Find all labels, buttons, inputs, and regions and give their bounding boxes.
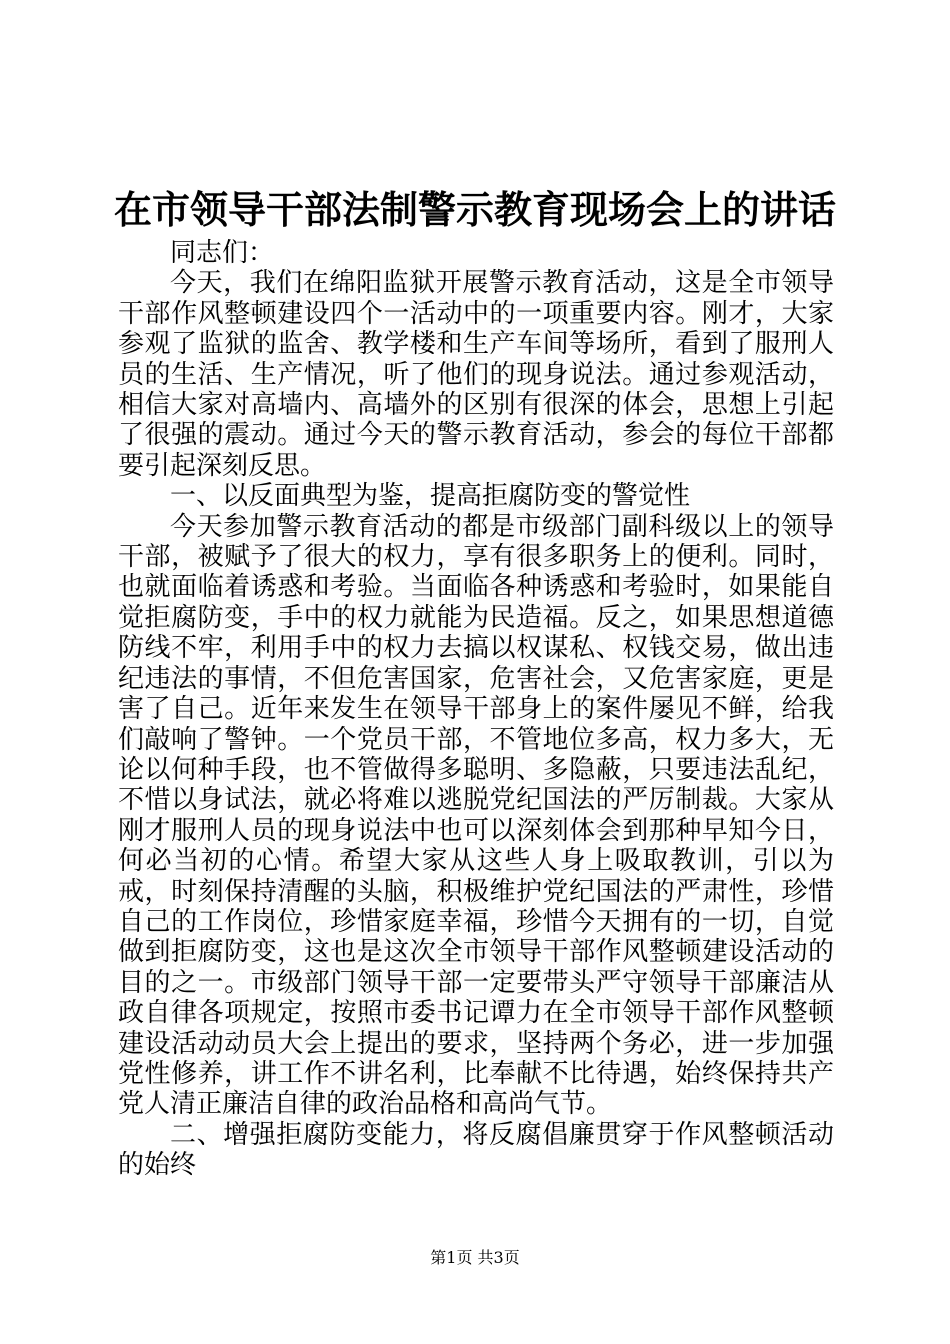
paragraph-section-1: 今天参加警示教育活动的都是市级部门副科级以上的领导干部，被赋予了很大的权力，享有很多职务上的便利。同时，也就面临着诱惑和考验。当面临各种诱惑和考验时，如果能自觉拒腐防变，手中的权力就能为民造福。反之，如果思想道德防线不牢，利用手中的权力去搞以权谋私、权钱交易，做出违纪违法的事情，不但危害国家，危害社会，又危害家庭，更是害了自己。近年来发生在领导干部身上的案件屡见不鲜，给我们敲响了警钟。一个党员干部，不管地位多高，权力多大，无论以何种手段，也不管做得多聪明、多隐蔽，只要违法乱纪，不惜以身试法，就必将难以逃脱党纪国法的严厉制裁。大家从刚才服刑人员的现身说法中也可以深刻体会到那种早知今日，何必当初的心情。希望大家从这些人身上吸取教训，引以为戒，时刻保持清醒的头脑，积极维护党纪国法的严肃性，珍惜自己的工作岗位，珍惜家庭幸福，珍惜今天拥有的一切，自觉做到拒腐防变，这也是这次全市领导干部作风整顿建设活动的目的之一。市级部门领导干部一定要带头严守领导干部廉洁从政自律各项规定，按照市委书记谭力在全市领导干部作风整顿建设活动动员大会上提出的要求，坚持两个务必，进一步加强党性修养，讲工作不讲名利，比奉献不比待遇，始终保持共产党人清正廉洁自律的政治品格和高尚气节。 xyxy=(118,511,834,1120)
page-footer: 第1页 共3页 xyxy=(430,1248,520,1267)
document-title: 在市领导干部法制警示教育现场会上的讲话 xyxy=(113,187,836,232)
section-heading-2: 二、增强拒腐防变能力，将反腐倡廉贯穿于作风整顿活动的始终 xyxy=(118,1119,834,1181)
paragraph-intro: 今天，我们在绵阳监狱开展警示教育活动，这是全市领导干部作风整顿建设四个一活动中的一项重要内容。刚才，大家参观了监狱的监舍、教学楼和生产车间等场所，看到了服刑人员的生活、生产情况，听了他们的现身说法。通过参观活动，相信大家对高墙内、高墙外的区别有很深的体会，思想上引起了很强的震动。通过今天的警示教育活动，参会的每位干部都要引起深刻反思。 xyxy=(118,268,834,481)
paragraph-salutation: 同志们： xyxy=(170,238,275,268)
section-heading-1: 一、以反面典型为鉴，提高拒腐防变的警觉性 xyxy=(170,481,691,512)
document-body xyxy=(118,238,834,1181)
